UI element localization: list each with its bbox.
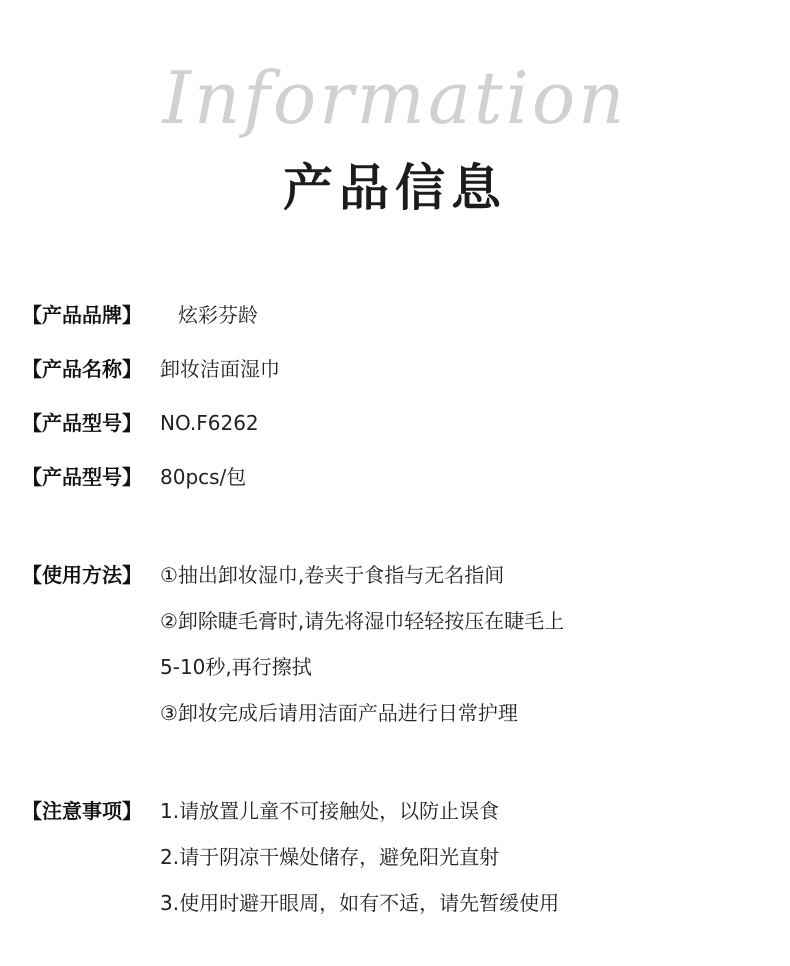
spec-value-model: NO.F6262 — [160, 411, 259, 435]
spec-row-quantity — [0, 462, 790, 492]
usage-line-2: ②卸除睫毛膏时,请先将湿巾轻轻按压在睫毛上 — [160, 609, 565, 633]
section-spacer — [0, 516, 790, 534]
notes-line-2: 2.请于阴凉干燥处储存，避免阳光直射 — [160, 845, 500, 869]
section-spacer-2 — [0, 752, 790, 770]
notes-line-3: 3.使用时避开眼周，如有不适，请先暂缓使用 — [160, 891, 560, 915]
notes-content — [150, 796, 790, 918]
usage-line-1: ①抽出卸妆湿巾,卷夹于食指与无名指间 — [160, 563, 505, 587]
spec-value-brand: 炫彩芬龄 — [178, 303, 258, 327]
spec-label-name: 【产品名称】 — [22, 357, 142, 381]
usage-line-4: ③卸妆完成后请用洁面产品进行日常护理 — [160, 701, 518, 725]
notes-line-1: 1.请放置儿童不可接触处，以防止误食 — [160, 799, 500, 823]
page-title: 产品信息 — [283, 159, 507, 217]
spec-row-brand — [0, 300, 790, 330]
notes-label: 【注意事项】 — [22, 799, 142, 823]
notes-section — [0, 796, 790, 918]
decorative-script-title: Information — [162, 56, 628, 140]
spec-label-model: 【产品型号】 — [22, 411, 142, 435]
spec-row-name — [0, 354, 790, 384]
spec-row-model — [0, 408, 790, 438]
usage-label: 【使用方法】 — [22, 563, 142, 587]
usage-line-3: 5-10秒,再行擦拭 — [160, 655, 312, 679]
spec-value-name: 卸妆洁面湿巾 — [160, 357, 280, 381]
spec-label-quantity: 【产品型号】 — [22, 465, 142, 489]
usage-section — [0, 560, 790, 728]
spec-value-quantity: 80pcs/包 — [160, 465, 247, 489]
information-list — [0, 300, 790, 942]
spec-label-brand: 【产品品牌】 — [22, 303, 142, 327]
page-header — [0, 0, 790, 250]
usage-content — [150, 560, 790, 728]
